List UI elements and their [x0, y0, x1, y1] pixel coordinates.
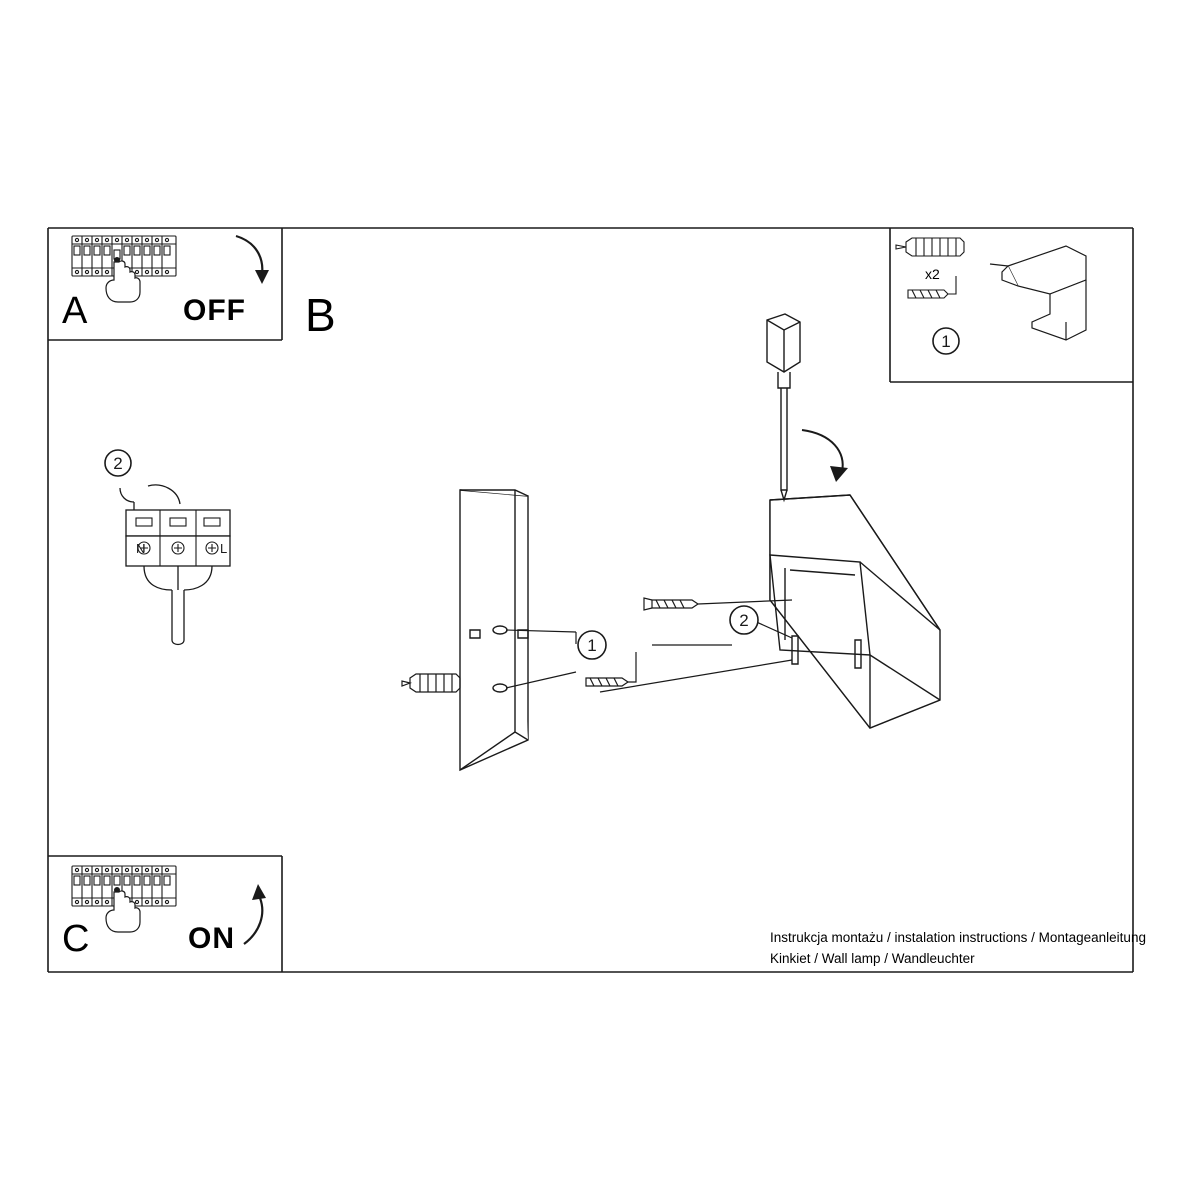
terminal-label-n: N [136, 541, 146, 556]
panel-c-letter: C [62, 918, 90, 960]
parts-step-number-text: 1 [941, 332, 951, 351]
footer-line-1: Instrukcja montażu / instalation instructions / Montageanleitung [770, 930, 1146, 945]
parts-quantity-label: x2 [925, 266, 940, 282]
svg-text:1: 1 [587, 636, 597, 655]
panel-a [48, 228, 282, 340]
footer-line-2: Kinkiet / Wall lamp / Wandleuchter [770, 950, 975, 966]
panel-c [48, 856, 282, 972]
main-assembly-diagram [400, 300, 1020, 810]
main-assembly-graphics [400, 300, 1020, 810]
terminal-label-l: L [220, 541, 228, 556]
panel-a-state-label: OFF [183, 294, 246, 327]
terminal-block-group [100, 440, 290, 650]
panel-a-letter: A [62, 290, 88, 332]
panel-c-state-label: ON [188, 922, 235, 955]
terminal-block-graphics [100, 440, 290, 650]
svg-text:2: 2 [739, 611, 749, 630]
svg-text:2: 2 [113, 454, 123, 473]
footer-caption [770, 928, 1150, 970]
panel-b-letter: B [305, 289, 337, 341]
